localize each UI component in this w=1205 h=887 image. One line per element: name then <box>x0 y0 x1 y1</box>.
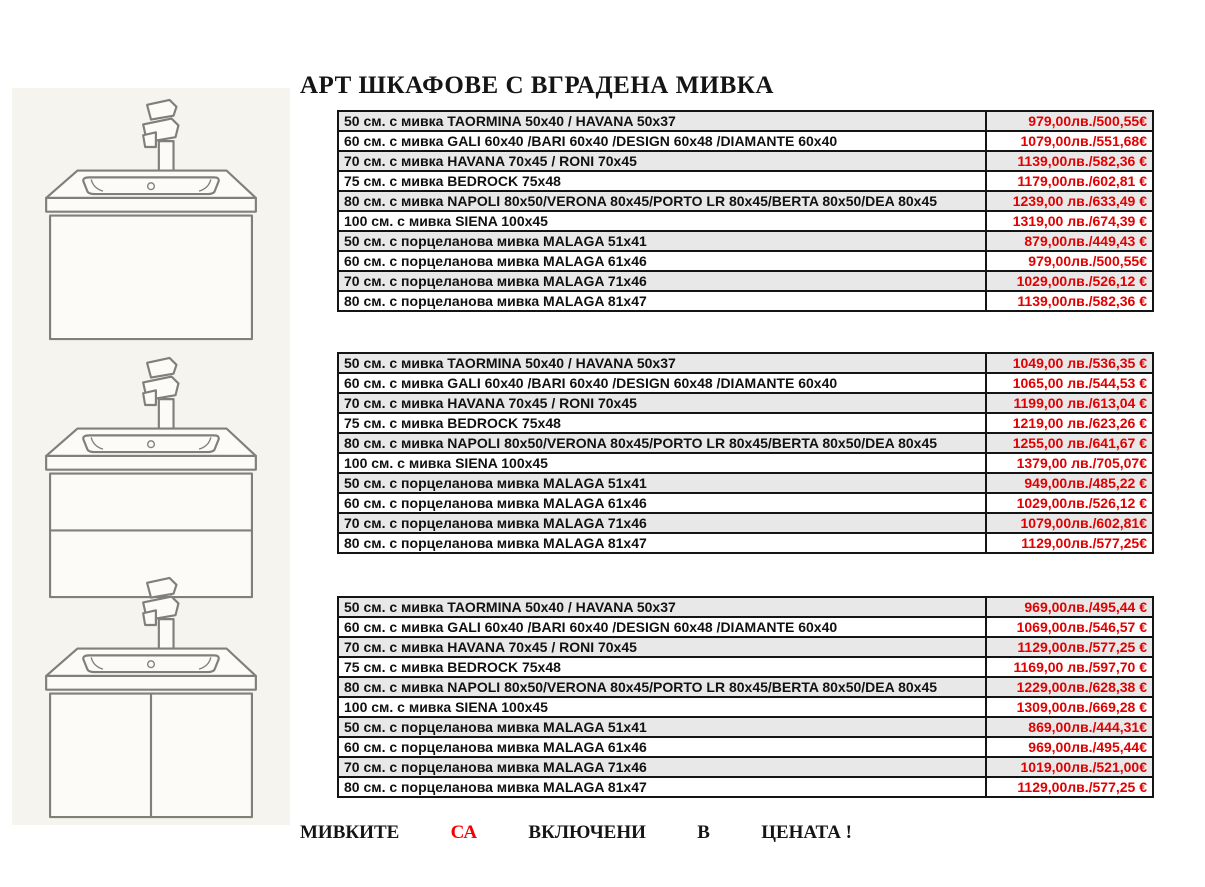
table-row <box>338 251 1153 271</box>
product-description-cell: 70 см. с порцеланова мивка MALAGA 71x46 <box>338 757 986 777</box>
price-cell: 949,00лв./485,22 € <box>986 473 1153 493</box>
product-description-cell: 70 см. с порцеланова мивка MALAGA 71x46 <box>338 513 986 533</box>
price-cell: 1309,00лв./669,28 € <box>986 697 1153 717</box>
product-description-cell: 70 см. с порцеланова мивка MALAGA 71x46 <box>338 271 986 291</box>
table-row <box>338 657 1153 677</box>
footer-word-accent: СА <box>450 822 478 843</box>
price-cell: 979,00лв./500,55€ <box>986 251 1153 271</box>
price-cell: 979,00лв./500,55€ <box>986 111 1153 131</box>
product-description-cell: 75 см. с мивка BEDROCK 75x48 <box>338 171 986 191</box>
price-cell: 1199,00 лв./613,04 € <box>986 393 1153 413</box>
price-table-1 <box>337 110 1154 312</box>
product-description-cell: 50 см. с порцеланова мивка MALAGA 51x41 <box>338 717 986 737</box>
table-row <box>338 191 1153 211</box>
product-description-cell: 80 см. с порцеланова мивка MALAGA 81x47 <box>338 533 986 553</box>
table-row <box>338 513 1153 533</box>
price-cell: 1079,00лв./551,68€ <box>986 131 1153 151</box>
price-cell: 1029,00лв./526,12 € <box>986 493 1153 513</box>
product-description-cell: 50 см. с мивка TAORMINA 50x40 / HAVANA 50x37 <box>338 111 986 131</box>
sink-cabinet-drawing <box>26 98 276 343</box>
product-description-cell: 80 см. с порцеланова мивка MALAGA 81x47 <box>338 291 986 311</box>
product-description-cell: 60 см. с порцеланова мивка MALAGA 61x46 <box>338 493 986 513</box>
price-table-2 <box>337 352 1154 554</box>
product-description-cell: 80 см. с порцеланова мивка MALAGA 81x47 <box>338 777 986 797</box>
vanity-cabinet-single-front-illustration <box>26 98 276 343</box>
price-cell: 1179,00лв./602,81 € <box>986 171 1153 191</box>
table-row <box>338 493 1153 513</box>
table-row <box>338 111 1153 131</box>
table-row <box>338 413 1153 433</box>
price-cell: 1065,00 лв./544,53 € <box>986 373 1153 393</box>
price-cell: 1169,00 лв./597,70 € <box>986 657 1153 677</box>
table-row <box>338 777 1153 797</box>
price-cell: 1069,00лв./546,57 € <box>986 617 1153 637</box>
table-row <box>338 433 1153 453</box>
table-row <box>338 717 1153 737</box>
product-description-cell: 60 см. с порцеланова мивка MALAGA 61x46 <box>338 251 986 271</box>
sink-cabinet-drawing <box>26 576 276 821</box>
table-row <box>338 131 1153 151</box>
product-description-cell: 50 см. с порцеланова мивка MALAGA 51x41 <box>338 473 986 493</box>
price-cell: 1129,00лв./577,25 € <box>986 637 1153 657</box>
price-cell: 1139,00лв./582,36 € <box>986 151 1153 171</box>
table-row <box>338 151 1153 171</box>
price-cell: 1049,00 лв./536,35 € <box>986 353 1153 373</box>
footer-word: В <box>697 822 710 843</box>
price-cell: 1219,00 лв./623,26 € <box>986 413 1153 433</box>
table-row <box>338 617 1153 637</box>
price-cell: 1229,00лв./628,38 € <box>986 677 1153 697</box>
table-row <box>338 231 1153 251</box>
table-row <box>338 453 1153 473</box>
product-description-cell: 60 см. с порцеланова мивка MALAGA 61x46 <box>338 737 986 757</box>
price-cell: 1079,00лв./602,81€ <box>986 513 1153 533</box>
vanity-illustrations-panel <box>12 88 290 825</box>
vanity-cabinet-two-drawers-illustration <box>26 356 276 601</box>
table-row <box>338 271 1153 291</box>
product-description-cell: 80 см. с мивка NAPOLI 80x50/VERONA 80x45/PORTO LR 80x45/BERTA 80x50/DEA 80x45 <box>338 677 986 697</box>
product-description-cell: 75 см. с мивка BEDROCK 75x48 <box>338 413 986 433</box>
price-cell: 1029,00лв./526,12 € <box>986 271 1153 291</box>
price-cell: 1139,00лв./582,36 € <box>986 291 1153 311</box>
product-description-cell: 60 см. с мивка GALI 60x40 /BARI 60x40 /DESIGN 60x48 /DIAMANTE 60x40 <box>338 373 986 393</box>
table-row <box>338 353 1153 373</box>
price-cell: 869,00лв./444,31€ <box>986 717 1153 737</box>
vanity-cabinet-two-doors-illustration <box>26 576 276 821</box>
table-row <box>338 373 1153 393</box>
price-cell: 1255,00 лв./641,67 € <box>986 433 1153 453</box>
page-title: АРТ ШКАФОВЕ С ВГРАДЕНА МИВКА <box>300 72 774 99</box>
table-row <box>338 473 1153 493</box>
sink-cabinet-drawing <box>26 356 276 601</box>
price-cell: 969,00лв./495,44 € <box>986 597 1153 617</box>
table-row <box>338 677 1153 697</box>
table-row <box>338 211 1153 231</box>
product-description-cell: 70 см. с мивка HAVANA 70x45 / RONI 70x45 <box>338 637 986 657</box>
table-row <box>338 757 1153 777</box>
product-description-cell: 60 см. с мивка GALI 60x40 /BARI 60x40 /DESIGN 60x48 /DIAMANTE 60x40 <box>338 131 986 151</box>
table-row <box>338 597 1153 617</box>
product-description-cell: 70 см. с мивка HAVANA 70x45 / RONI 70x45 <box>338 151 986 171</box>
product-description-cell: 70 см. с мивка HAVANA 70x45 / RONI 70x45 <box>338 393 986 413</box>
table-row <box>338 637 1153 657</box>
price-cell: 1129,00лв./577,25€ <box>986 533 1153 553</box>
footer-word: ЦЕНАТА ! <box>761 822 852 843</box>
table-row <box>338 737 1153 757</box>
table-row <box>338 171 1153 191</box>
product-description-cell: 100 см. с мивка SIENA 100x45 <box>338 453 986 473</box>
table-row <box>338 697 1153 717</box>
product-description-cell: 80 см. с мивка NAPOLI 80x50/VERONA 80x45/PORTO LR 80x45/BERTA 80x50/DEA 80x45 <box>338 433 986 453</box>
product-description-cell: 50 см. с мивка TAORMINA 50x40 / HAVANA 50x37 <box>338 597 986 617</box>
product-description-cell: 100 см. с мивка SIENA 100x45 <box>338 697 986 717</box>
footer-word: МИВКИТЕ <box>300 822 400 843</box>
price-cell: 1129,00лв./577,25 € <box>986 777 1153 797</box>
price-cell: 1319,00 лв./674,39 € <box>986 211 1153 231</box>
price-cell: 1019,00лв./521,00€ <box>986 757 1153 777</box>
price-cell: 1239,00 лв./633,49 € <box>986 191 1153 211</box>
table-row <box>338 533 1153 553</box>
price-cell: 879,00лв./449,43 € <box>986 231 1153 251</box>
table-row <box>338 291 1153 311</box>
footer-note <box>300 822 852 844</box>
price-cell: 969,00лв./495,44€ <box>986 737 1153 757</box>
table-row <box>338 393 1153 413</box>
footer-word: ВКЛЮЧЕНИ <box>528 822 646 843</box>
product-description-cell: 80 см. с мивка NAPOLI 80x50/VERONA 80x45/PORTO LR 80x45/BERTA 80x50/DEA 80x45 <box>338 191 986 211</box>
price-table-3 <box>337 596 1154 798</box>
product-description-cell: 50 см. с порцеланова мивка MALAGA 51x41 <box>338 231 986 251</box>
product-description-cell: 50 см. с мивка TAORMINA 50x40 / HAVANA 50x37 <box>338 353 986 373</box>
product-description-cell: 75 см. с мивка BEDROCK 75x48 <box>338 657 986 677</box>
price-cell: 1379,00 лв./705,07€ <box>986 453 1153 473</box>
product-description-cell: 60 см. с мивка GALI 60x40 /BARI 60x40 /DESIGN 60x48 /DIAMANTE 60x40 <box>338 617 986 637</box>
product-description-cell: 100 см. с мивка SIENA 100x45 <box>338 211 986 231</box>
